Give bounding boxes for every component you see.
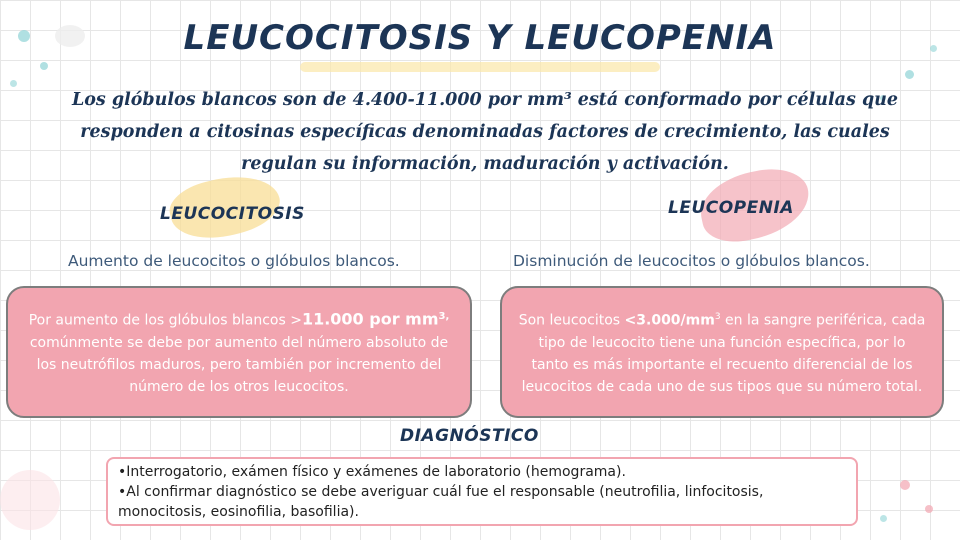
leucocitosis-heading: LEUCOCITOSIS <box>160 204 305 224</box>
leucocitosis-card-text: Por aumento de los glóbulos blancos >11.000 por $mm^{3,}$ comúnmente se debe por aumento del número absoluto de los neutrófilos maduros, pero también por incremento del número de los otros leucocitos. <box>28 309 450 395</box>
decorative-dots <box>0 0 1 1</box>
page-title: LEUCOCITOSIS Y LEUCOPENIA <box>183 18 777 58</box>
leucocitosis-card <box>6 286 472 418</box>
leucocitosis-subtitle: Aumento de leucocitos o glóbulos blancos. <box>68 252 400 270</box>
intro-paragraph: Los glóbulos blancos son de 4.400-11.000 por mm³ está conformado por células que responden a citosinas específicas denominadas factores de crecimiento, las cuales regulan su información, maduración y activación. <box>71 90 899 174</box>
leucopenia-subtitle: Disminución de leucocitos o glóbulos blancos. <box>513 252 870 270</box>
leucopenia-card <box>500 286 944 418</box>
diagnostico-item: •Interrogatorio, exámen físico y exámenes de laboratorio (hemograma). <box>118 464 626 480</box>
leucopenia-heading: LEUCOPENIA <box>668 198 794 218</box>
title-highlight <box>300 62 660 72</box>
diagnostico-box <box>106 457 858 526</box>
diagnostico-heading: DIAGNÓSTICO <box>400 426 539 446</box>
leucopenia-card-text: Son leucocitos $<3.000/mm^3$ en la sangre periférica, cada tipo de leucocito tiene una función específica, por lo tanto es más importante el recuento diferencial de los leucocitos de cada uno de sus tipos que su número total. <box>518 312 926 395</box>
diagnostico-item: •Al confirmar diagnóstico se debe averiguar cuál fue el responsable (neutrofilia, linfocitosis, monocitosis, eosinofilia, basofilia). <box>118 484 764 520</box>
